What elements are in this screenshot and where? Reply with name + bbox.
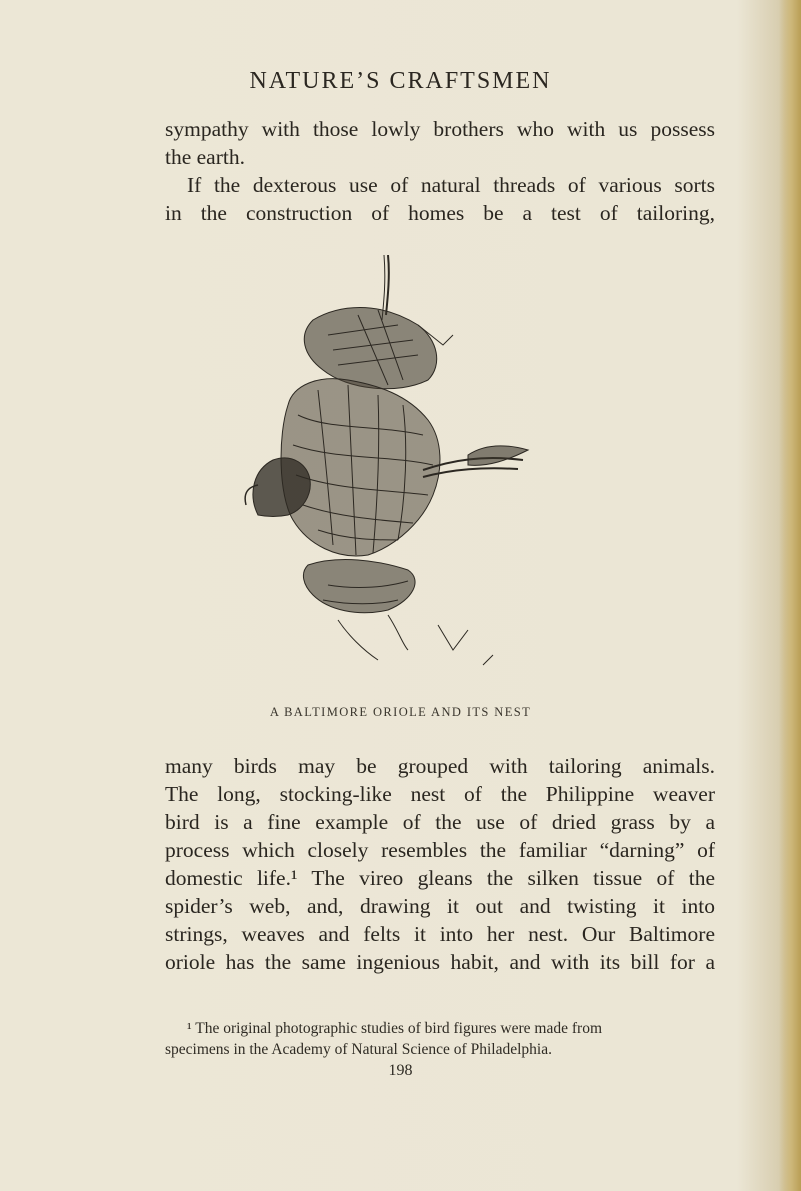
figure-caption: A BALTIMORE ORIOLE AND ITS NEST: [269, 705, 532, 719]
page-number: 198: [388, 1062, 413, 1079]
footnote: [165, 1018, 715, 1060]
text-line: process which closely resembles the familiar “darning” of: [165, 838, 715, 862]
footnote-line: ¹ The original photographic studies of bird figures were made from: [187, 1020, 602, 1037]
running-head: NATURE’S CRAFTSMEN: [249, 68, 552, 94]
page-edge-shadow: [779, 0, 801, 1191]
text-line: domestic life.¹ The vireo gleans the silken tissue of the: [165, 866, 715, 890]
paragraph-top: [165, 115, 715, 227]
text-line: oriole has the same ingenious habit, and with its bill for a: [165, 950, 715, 974]
text-line: the earth.: [165, 145, 245, 169]
text-line: The long, stocking-like nest of the Philippine weaver: [165, 782, 715, 806]
text-line: spider’s web, and, drawing it out and twisting it into: [165, 894, 715, 918]
paragraph-bottom: [165, 752, 715, 976]
text-line: bird is a fine example of the use of dried grass by a: [165, 810, 715, 834]
text-line: If the dexterous use of natural threads of various sorts: [187, 173, 715, 197]
oriole-nest-illustration: [238, 255, 538, 695]
footnote-line: specimens in the Academy of Natural Science of Philadelphia.: [165, 1041, 552, 1058]
text-line: in the construction of homes be a test of tailoring,: [165, 201, 715, 225]
text-line: sympathy with those lowly brothers who with us possess: [165, 117, 715, 141]
text-line: many birds may be grouped with tailoring animals.: [165, 754, 715, 778]
text-line: strings, weaves and felts it into her nest. Our Baltimore: [165, 922, 715, 946]
